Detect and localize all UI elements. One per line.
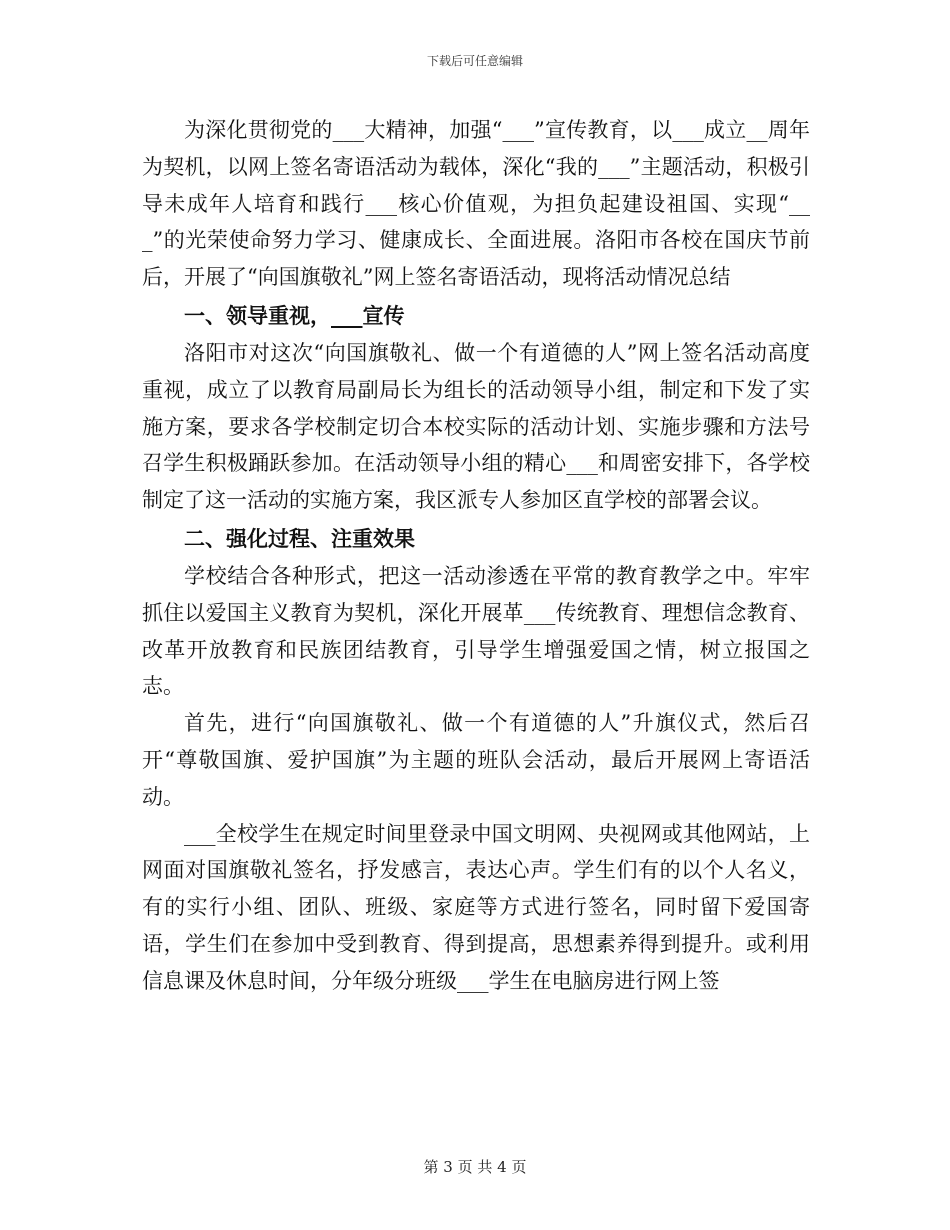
document-body bbox=[142, 112, 810, 1000]
page-header: 下载后可任意编辑 bbox=[426, 54, 523, 68]
intro-paragraph: 为深化贯彻党的___大精神，加强“___”宣传教育，以___成立__周年为契机，以网上签名寄语活动为载体，深化“我的___”主题活动，积极引导未成年人培育和践行___核心价值观，为担负起建设祖国、实现“___”的光荣使命努力学习、健康成长、全面进展。洛阳市各校在国庆节前后，开展了“向国旗敬礼”网上签名寄语活动，现将活动情况总结 bbox=[142, 118, 810, 290]
page-number: 第 3 页 共 4 页 bbox=[423, 1158, 527, 1176]
section-1-paragraph: 洛阳市对这次“向国旗敬礼、做一个有道德的人”网上签名活动高度重视，成立了以教育局副局长为组长的活动领导小组，制定和下发了实施方案，要求各学校制定切合本校实际的活动计划、实施步骤和方法号召学生积极踊跃参加。在活动领导小组的精心___和周密安排下，各学校制定了这一活动的实施方案，我区派专人参加区直学校的部署会议。 bbox=[142, 340, 810, 513]
section-2-paragraph-3: ___全校学生在规定时间里登录中国文明网、央视网或其他网站，上网面对国旗敬礼签名，抒发感言，表达心声。学生们有的以个人名义，有的实行小组、团队、班级、家庭等方式进行签名，同时留下爱国寄语，学生们在参加中受到教育、得到提高，思想素养得到提升。或利用信息课及休息时间，分年级分班级___学生在电脑房进行网上签 bbox=[142, 821, 810, 993]
section-2-paragraph-1: 学校结合各种形式，把这一活动渗透在平常的教育教学之中。牢牢抓住以爱国主义教育为契机，深化开展革___传统教育、理想信念教育、改革开放教育和民族团结教育，引导学生增强爱国之情，树立报国之志。 bbox=[142, 563, 810, 699]
section-heading-1: 一、领导重视，___宣传 bbox=[184, 303, 405, 328]
section-2-paragraph-2: 首先，进行“向国旗敬礼、做一个有道德的人”升旗仪式，然后召开“尊敬国旗、爱护国旗”为主题的班队会活动，最后开展网上寄语活动。 bbox=[142, 711, 810, 809]
section-heading-2: 二、强化过程、注重效果 bbox=[184, 526, 415, 551]
